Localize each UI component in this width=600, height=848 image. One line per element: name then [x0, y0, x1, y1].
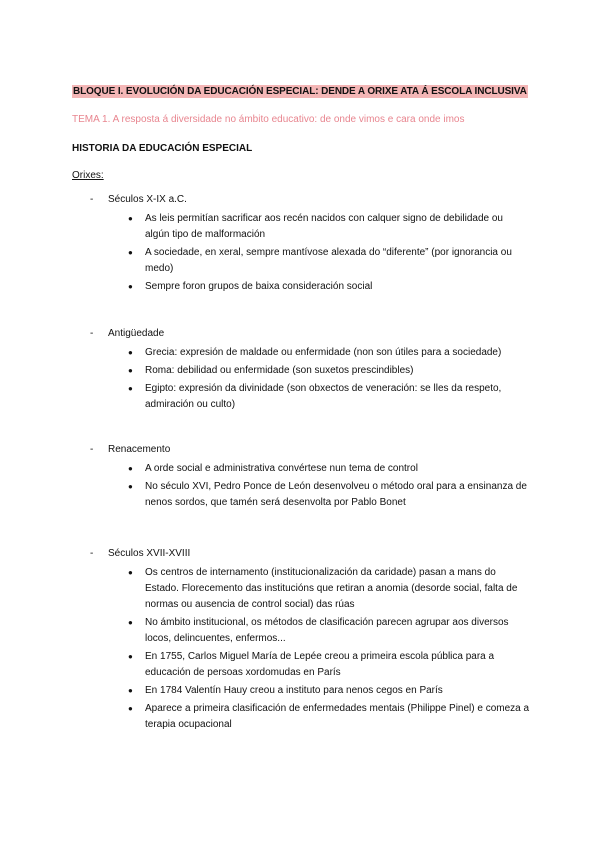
- list-item-text: A orde social e administrativa convértese nun tema de control: [145, 463, 418, 474]
- dash-marker: -: [90, 194, 94, 205]
- section-title: Antigüedade: [108, 328, 165, 339]
- bullet-icon: ●: [128, 348, 133, 357]
- topic-title: A resposta á diversidade no ámbito educativo: de onde vimos e cara onde imos: [112, 114, 465, 125]
- history-section: [90, 328, 530, 415]
- topic-number: TEMA 1.: [72, 114, 111, 125]
- list-item-text: As leis permitían sacrificar aos recén nacidos con calquer signo de debilidade ou algún tipo de malformación: [145, 213, 503, 240]
- list-item-text: Grecia: expresión de maldade ou enfermidade (non son útiles para a sociedade): [145, 347, 502, 358]
- bullet-list: [90, 565, 530, 733]
- bullet-icon: ●: [128, 686, 133, 695]
- bullet-icon: ●: [128, 704, 133, 713]
- section-header: [90, 548, 530, 562]
- bullet-icon: ●: [128, 384, 133, 393]
- list-item-text: En 1784 Valentín Hauy creou a instituto para nenos cegos en París: [145, 685, 443, 696]
- list-item: [90, 211, 530, 243]
- list-item: [90, 615, 530, 647]
- list-item: [90, 479, 530, 511]
- bullet-icon: ●: [128, 366, 133, 375]
- list-item: [90, 701, 530, 733]
- subheading-origins: Orixes:: [72, 170, 104, 181]
- list-item-text: Egipto: expresión da divinidade (son obxectos de veneración: se lles da respeto, admiración ou culto): [145, 383, 502, 410]
- bullet-icon: ●: [128, 248, 133, 257]
- section-header: [90, 194, 530, 208]
- section-heading: HISTORIA DA EDUCACIÓN ESPECIAL: [72, 143, 253, 154]
- bullet-icon: ●: [128, 568, 133, 577]
- section-title: Séculos X-IX a.C.: [108, 194, 187, 205]
- bullet-icon: ●: [128, 214, 133, 223]
- bullet-list: [90, 211, 530, 295]
- list-item: [90, 279, 530, 295]
- list-item-text: A sociedade, en xeral, sempre mantívose alexada do “diferente” (por ignorancia ou medo): [145, 247, 512, 274]
- list-item-text: Sempre foron grupos de baixa consideración social: [145, 281, 373, 292]
- list-item-text: Roma: debilidad ou enfermidade (son suxetos prescindibles): [145, 365, 414, 376]
- bullet-icon: ●: [128, 464, 133, 473]
- section-title: Renacemento: [108, 444, 171, 455]
- block-heading: BLOQUE I. EVOLUCIÓN DA EDUCACIÓN ESPECIAL: DENDE A ORIXE ATA Á ESCOLA INCLUSIVA: [73, 86, 527, 97]
- history-section: [90, 444, 530, 513]
- list-item: [90, 649, 530, 681]
- bullet-icon: ●: [128, 282, 133, 291]
- bullet-list: [90, 461, 530, 511]
- list-item: [90, 565, 530, 613]
- history-section: [90, 548, 530, 735]
- list-item-text: Aparece a primeira clasificación de enfermedades mentais (Philippe Pinel) e comeza a terapia ocupacional: [145, 703, 530, 730]
- bullet-icon: ●: [128, 482, 133, 491]
- dash-marker: -: [90, 548, 94, 559]
- section-header: [90, 328, 530, 342]
- dash-marker: -: [90, 328, 94, 339]
- section-header: [90, 444, 530, 458]
- bullet-list: [90, 345, 530, 413]
- list-item: [90, 345, 530, 361]
- list-item-text: No ámbito institucional, os métodos de clasificación parecen agrupar aos diversos locos, delincuentes, enfermos...: [145, 617, 509, 644]
- topic-heading: [72, 114, 464, 125]
- bullet-icon: ●: [128, 652, 133, 661]
- section-title: Séculos XVII-XVIII: [108, 548, 191, 559]
- list-item-text: En 1755, Carlos Miguel María de Lepée creou a primeira escola pública para a educación de persoas xordomudas en París: [145, 651, 495, 678]
- list-item: [90, 461, 530, 477]
- list-item: [90, 381, 530, 413]
- bullet-icon: ●: [128, 618, 133, 627]
- list-item: [90, 683, 530, 699]
- list-item-text: No século XVI, Pedro Ponce de León desenvolveu o método oral para a ensinanza de nenos sordos, que tamén será desenvolta por Pablo Bonet: [145, 481, 527, 508]
- dash-marker: -: [90, 444, 94, 455]
- list-item-text: Os centros de internamento (institucionalización da caridade) pasan a mans do Estado. Florecemento das institucións que retiran a anomia (desorde social, falta de normas ou ausencia de control social) das rúas: [145, 567, 518, 610]
- list-item: [90, 363, 530, 379]
- history-section: [90, 194, 530, 297]
- list-item: [90, 245, 530, 277]
